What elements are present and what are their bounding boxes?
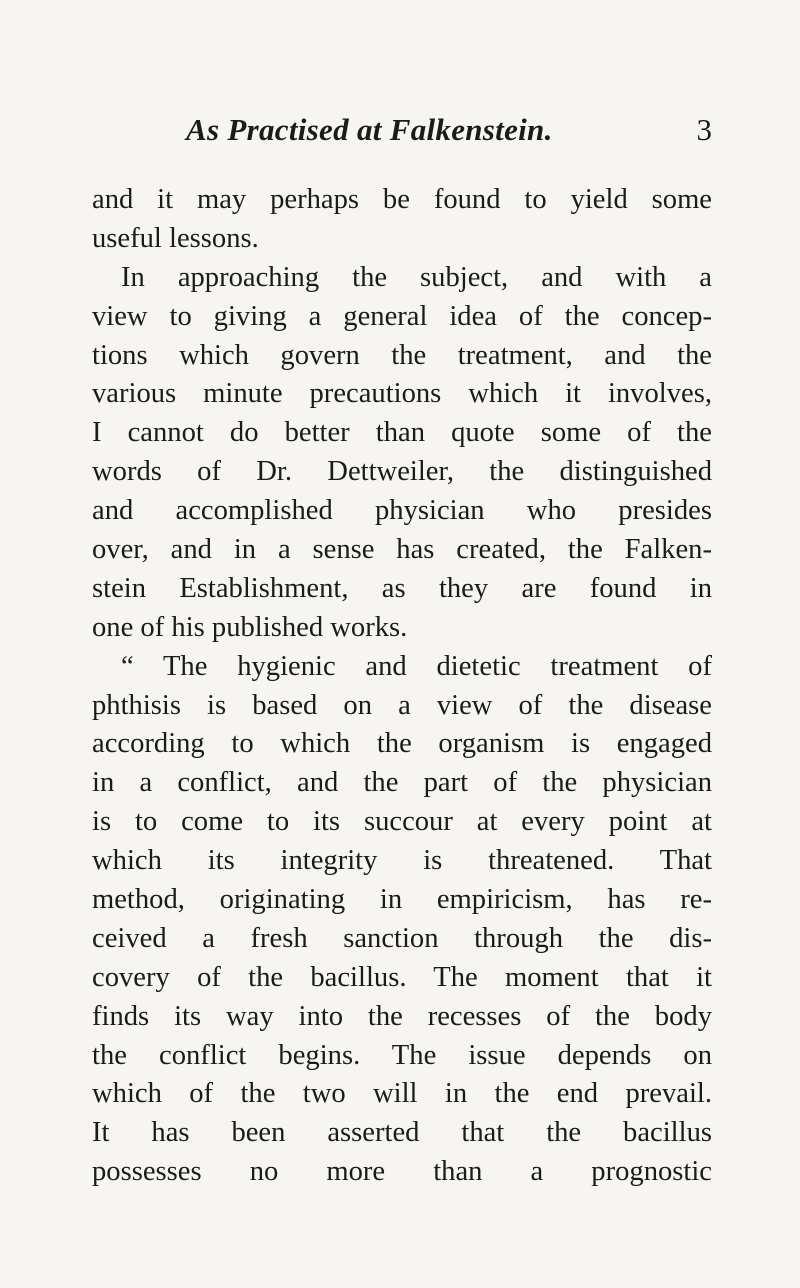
text-line: and it may perhaps be found to yield some [92,184,712,215]
text-line: view to giving a general idea of the concep- [92,300,712,332]
running-title: As Practised at Falkenstein. [186,112,553,147]
text-line: possesses no more than a prognostic [92,1156,712,1188]
text-line: method, originating in empiricism, has re- [92,884,712,916]
text-line: which its integrity is threatened. That [92,845,712,877]
running-head [186,112,712,152]
body-text [92,181,712,1192]
text-line: covery of the bacillus. The moment that it [92,961,712,993]
text-line: over, and in a sense has created, the Falken- [92,534,712,566]
text-line: I cannot do better than quote some of the [92,417,712,449]
text-line: It has been asserted that the bacillus [92,1117,712,1149]
text-line: in a conflict, and the part of the physician [92,767,712,799]
text-line: and accomplished physician who presides [92,495,712,527]
text-line: according to which the organism is engaged [92,728,712,760]
text-line: stein Establishment, as they are found in [92,572,712,604]
text-line: is to come to its succour at every point at [92,806,712,838]
text-line: the conflict begins. The issue depends on [92,1039,712,1071]
page-number: 3 [696,112,712,147]
text-line: ceived a fresh sanction through the dis- [92,922,712,954]
text-line: useful lessons. [92,222,259,254]
text-line: In approaching the subject, and with a [121,261,712,293]
text-line: words of Dr. Dettweiler, the distinguished [92,456,712,488]
text-line: phthisis is based on a view of the disease [92,689,712,721]
text-line: one of his published works. [92,611,408,643]
text-line: finds its way into the recesses of the body [92,1000,712,1032]
text-line: which of the two will in the end prevail. [92,1078,712,1110]
text-line: various minute precautions which it involves, [92,378,712,410]
text-line: “ The hygienic and dietetic treatment of [121,650,712,682]
text-line: tions which govern the treatment, and the [92,339,712,371]
